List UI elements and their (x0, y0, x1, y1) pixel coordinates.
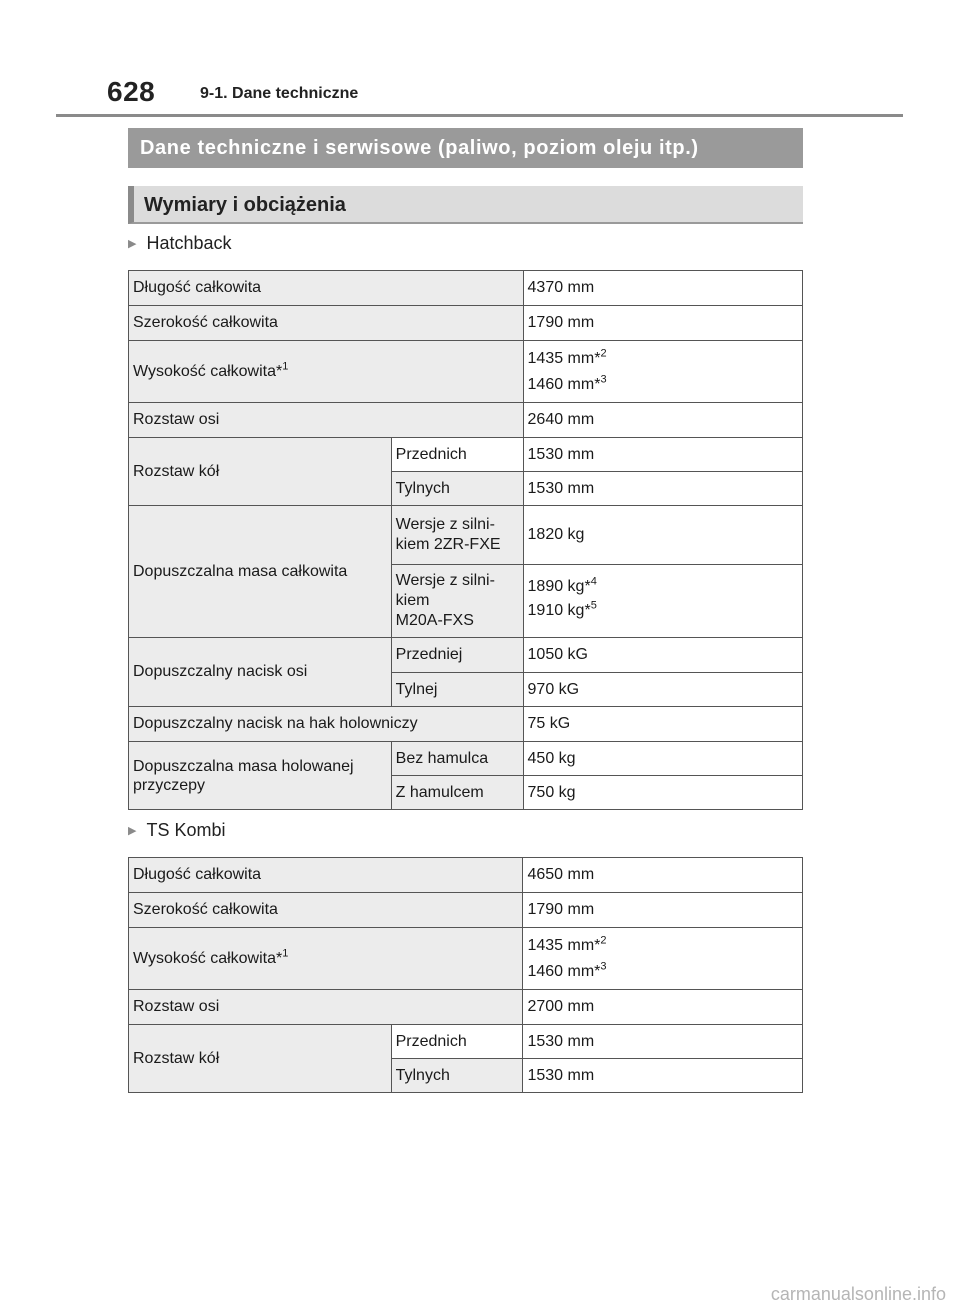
spec-label: Rozstaw kół (129, 438, 392, 506)
spec-value: 75 kG (523, 707, 802, 742)
table-row (129, 893, 803, 928)
spec-label: Dopuszczalny nacisk osi (129, 638, 392, 707)
page-header (0, 0, 960, 118)
spec-value: 750 kg (523, 776, 802, 810)
spec-value: 1530 mm (523, 472, 802, 506)
table-row (129, 271, 803, 306)
table-row (129, 707, 803, 742)
table-row (129, 928, 803, 990)
spec-sublabel: Przednich (391, 438, 523, 472)
spec-sublabel: Bez hamulca (391, 742, 523, 776)
spec-label: Dopuszczalna masa holowanej przyczepy (129, 742, 392, 810)
header-divider (56, 114, 903, 117)
subsection-title: Wymiary i obciążenia (128, 186, 803, 224)
spec-value: 970 kG (523, 673, 802, 707)
table-row (129, 403, 803, 438)
table-row (129, 341, 803, 403)
table-row (129, 306, 803, 341)
spec-label: Długość całkowita (129, 858, 523, 893)
spec-sublabel: Tylnej (391, 673, 523, 707)
spec-sublabel: Wersje z silni- kiem 2ZR-FXE (391, 506, 523, 565)
spec-sublabel: Przednich (391, 1025, 523, 1059)
page-number: 628 (107, 76, 156, 107)
spec-label: Rozstaw osi (129, 403, 524, 438)
spec-sublabel: Tylnych (391, 1059, 523, 1093)
spec-label: Rozstaw kół (129, 1025, 392, 1093)
spec-value: 1790 mm (523, 306, 802, 341)
table-row (129, 990, 803, 1025)
spec-sublabel: Tylnych (391, 472, 523, 506)
hatchback-specs-table (128, 270, 803, 810)
section-title: Dane techniczne i serwisowe (paliwo, poziom oleju itp.) (128, 128, 803, 168)
variant-hatchback-heading (128, 233, 232, 254)
watermark: carmanualsonline.info (770, 1284, 946, 1304)
spec-label: Szerokość całkowita (129, 893, 523, 928)
spec-value: 4370 mm (523, 271, 802, 306)
spec-label: Dopuszczalna masa całkowita (129, 506, 392, 638)
table-row (129, 438, 803, 472)
spec-label: Wysokość całkowita*$^1$ (129, 341, 524, 403)
table-row (129, 1025, 803, 1059)
spec-value: 1820 kg (523, 506, 802, 565)
spec-value: 1530 mm (523, 1025, 803, 1059)
variant-ts-kombi-heading (128, 820, 226, 841)
table-row (129, 742, 803, 776)
spec-value: 1435 mm*$^2$ 1460 mm*$^3$ (523, 341, 802, 403)
triangle-bullet-icon: ▶ (128, 825, 137, 837)
spec-value: 1890 kg*$^4$ 1910 kg*$^5$ (523, 565, 802, 638)
spec-sublabel: Wersje z silni- kiem M20A-FXS (391, 565, 523, 638)
spec-value: 2700 mm (523, 990, 803, 1025)
spec-sublabel: Z hamulcem (391, 776, 523, 810)
spec-label: Wysokość całkowita*$^1$ (129, 928, 523, 990)
spec-label: Długość całkowita (129, 271, 524, 306)
chapter-title: 9-1. Dane techniczne (200, 85, 359, 102)
spec-value: 2640 mm (523, 403, 802, 438)
spec-value: 1435 mm*$^2$ 1460 mm*$^3$ (523, 928, 803, 990)
table-row (129, 858, 803, 893)
spec-label: Dopuszczalny nacisk na hak holowniczy (129, 707, 524, 742)
spec-value: 1530 mm (523, 1059, 803, 1093)
ts-kombi-specs-table (128, 857, 803, 1093)
spec-value: 4650 mm (523, 858, 803, 893)
spec-value: 1050 kG (523, 638, 802, 673)
variant-label: TS Kombi (146, 820, 226, 840)
spec-label: Szerokość całkowita (129, 306, 524, 341)
spec-sublabel: Przedniej (391, 638, 523, 673)
spec-value: 1530 mm (523, 438, 802, 472)
spec-label: Rozstaw osi (129, 990, 523, 1025)
spec-value: 450 kg (523, 742, 802, 776)
table-row (129, 638, 803, 673)
triangle-bullet-icon: ▶ (128, 238, 137, 250)
variant-label: Hatchback (146, 233, 232, 253)
table-row (129, 506, 803, 565)
spec-value: 1790 mm (523, 893, 803, 928)
